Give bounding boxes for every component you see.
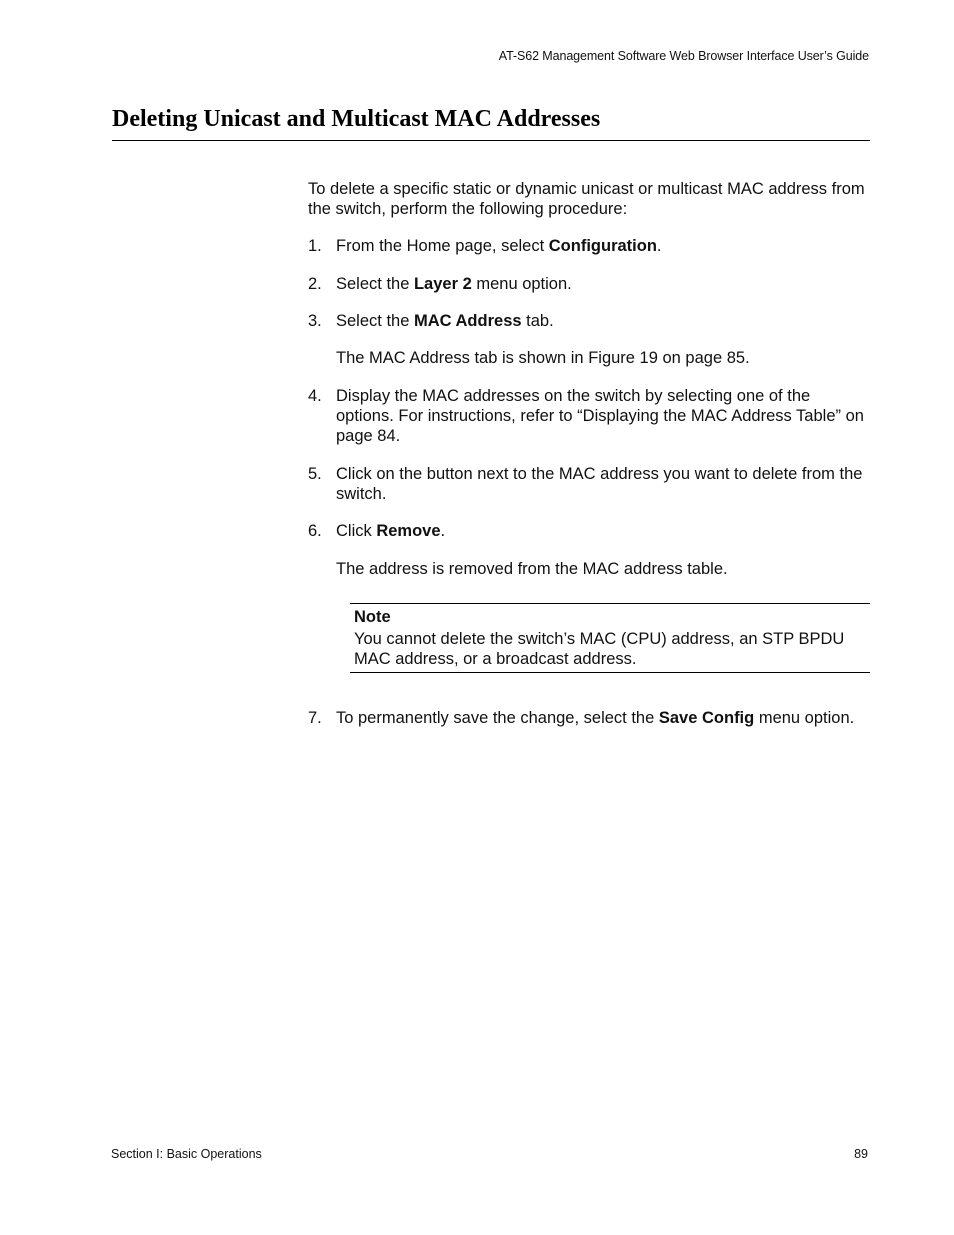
step-text: Click Remove. <box>336 522 446 540</box>
step-text: From the Home page, select Configuration. <box>336 237 662 255</box>
step-number: 3. <box>308 312 322 330</box>
step-number: 5. <box>308 465 322 483</box>
step-4 <box>308 386 868 446</box>
step-text: Click on the button next to the MAC address you want to delete from the switch. <box>336 465 863 503</box>
step-number: 2. <box>308 275 322 293</box>
step-number: 6. <box>308 522 322 540</box>
step-6-result: The address is removed from the MAC address table. <box>336 560 728 578</box>
step-5 <box>308 464 868 504</box>
step-text: Display the MAC addresses on the switch by selecting one of the options. For instructions, refer to “Displaying the MAC Address Table” on page 84. <box>336 387 864 445</box>
running-header: AT-S62 Management Software Web Browser Interface User’s Guide <box>498 49 869 63</box>
note-title: Note <box>354 608 391 626</box>
step-3 <box>308 311 868 331</box>
step-text: Select the MAC Address tab. <box>336 312 554 330</box>
step-3-result: The MAC Address tab is shown in Figure 19 on page 85. <box>336 349 750 367</box>
step-text: Select the Layer 2 menu option. <box>336 275 572 293</box>
intro-paragraph: To delete a specific static or dynamic unicast or multicast MAC address from the switch, perform the following procedure: <box>308 180 865 218</box>
step-1 <box>308 236 868 256</box>
note-body: You cannot delete the switch’s MAC (CPU) address, an STP BPDU MAC address, or a broadcast address. <box>354 630 845 668</box>
page-number: 89 <box>854 1147 868 1161</box>
step-text: To permanently save the change, select the Save Config menu option. <box>336 709 855 727</box>
step-2 <box>308 274 868 294</box>
step-number: 1. <box>308 237 322 255</box>
section-title: Deleting Unicast and Multicast MAC Addresses <box>112 106 601 132</box>
step-number: 4. <box>308 387 322 405</box>
title-underline <box>112 140 870 141</box>
footer-section: Section I: Basic Operations <box>111 1147 262 1161</box>
step-7 <box>308 708 868 728</box>
step-number: 7. <box>308 709 322 727</box>
note-box <box>350 603 870 673</box>
step-6 <box>308 521 868 541</box>
